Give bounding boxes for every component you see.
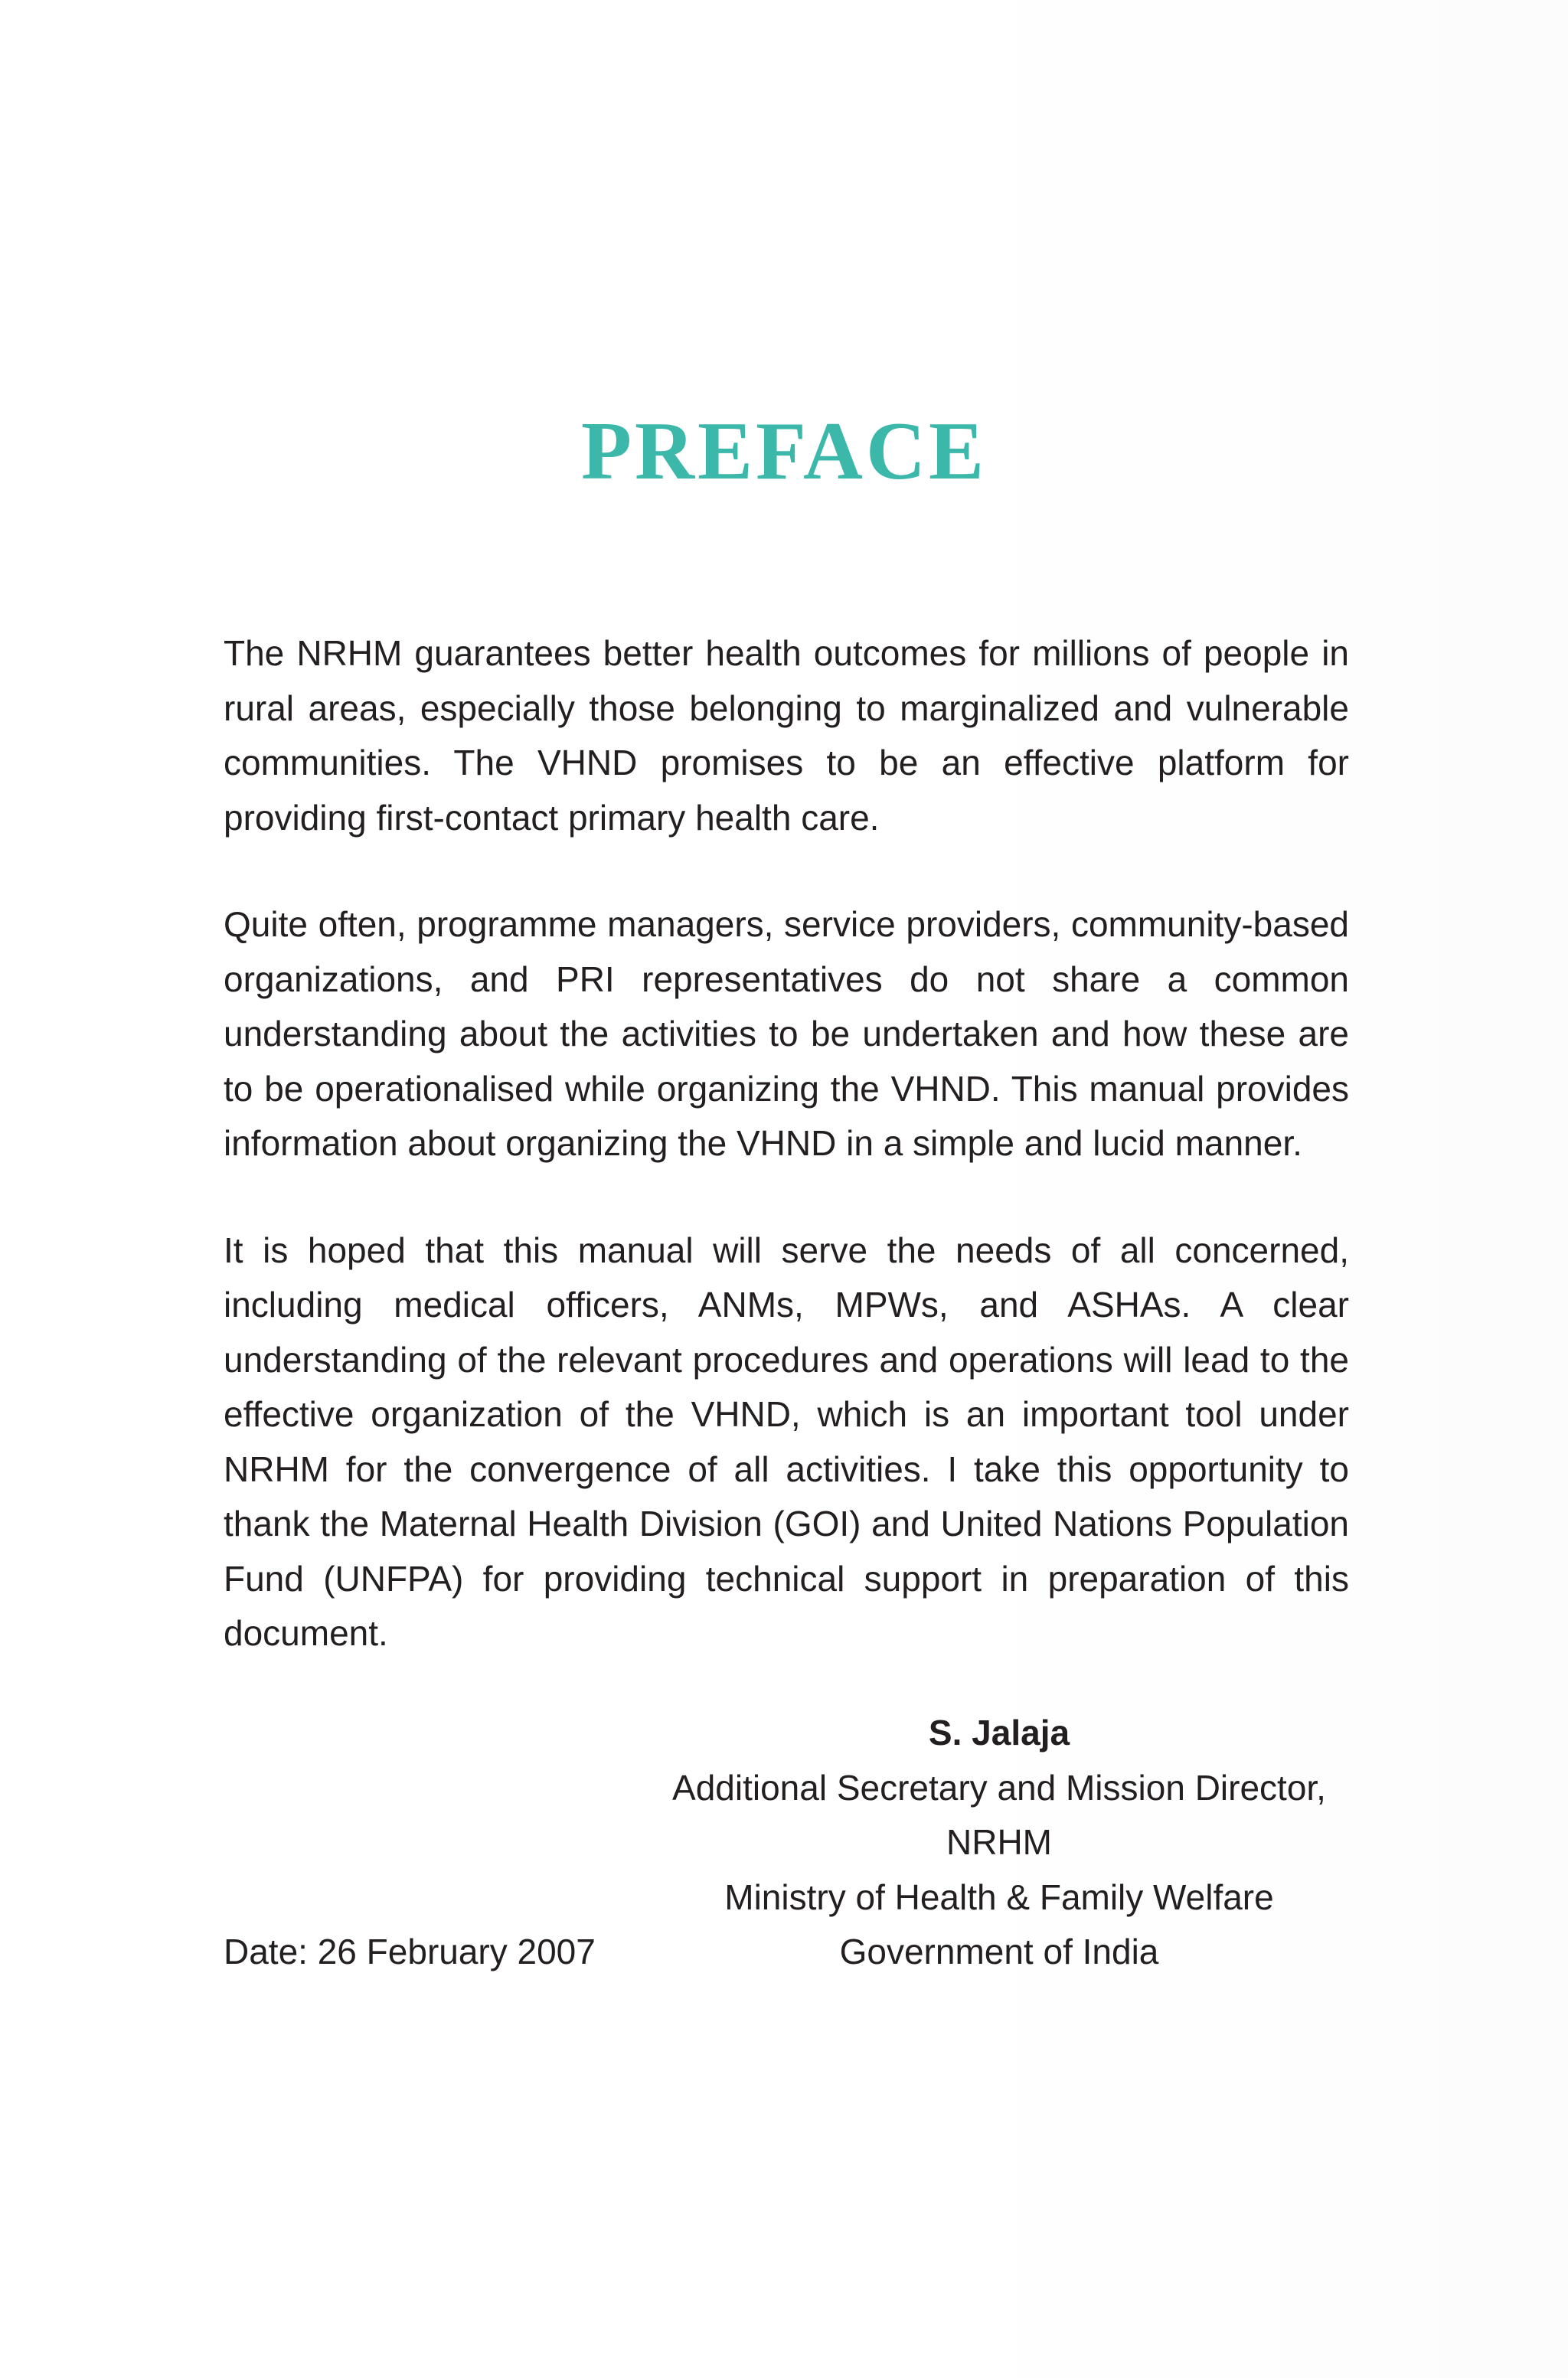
signatory-designation: Additional Secretary and Mission Director, [672,1767,1326,1808]
signatory-government: Government of India [839,1932,1159,1971]
signatory-name: S. Jalaja [928,1713,1070,1752]
document-date: Date: 26 February 2007 [224,1932,596,1971]
signatory-organization: NRHM [946,1822,1052,1862]
paragraph-3: It is hoped that this manual will serve the needs of all concerned, including medical officers, ANMs, MPWs, and ASHAs. A clear understanding of the relevant procedures and operations will lead to the effective organization of the VHND, which is an important tool under NRHM for the convergence of all activities. I take this opportunity to thank the Maternal Health Division (GOI) and United Nations Population Fund (UNFPA) for providing technical support in preparation of this document. [224,1230,1349,1653]
paragraph-2: Quite often, programme managers, service providers, community-based organizations, and PRI representatives do not share a common understanding about the activities to be undertaken and how these are to be operationalised while organizing the VHND. This manual provides information about organizing the VHND in a simple and lucid manner. [224,904,1349,1163]
paragraph-1: The NRHM guarantees better health outcomes for millions of people in rural areas, especially those belonging to marginalized and vulnerable communities. The VHND promises to be an effective platform for providing first-contact primary health care. [224,633,1349,838]
signature-block [658,1706,1340,1980]
signatory-ministry: Ministry of Health & Family Welfare [724,1877,1274,1917]
page-title: PREFACE [581,406,987,497]
preface-body [224,626,1349,1713]
